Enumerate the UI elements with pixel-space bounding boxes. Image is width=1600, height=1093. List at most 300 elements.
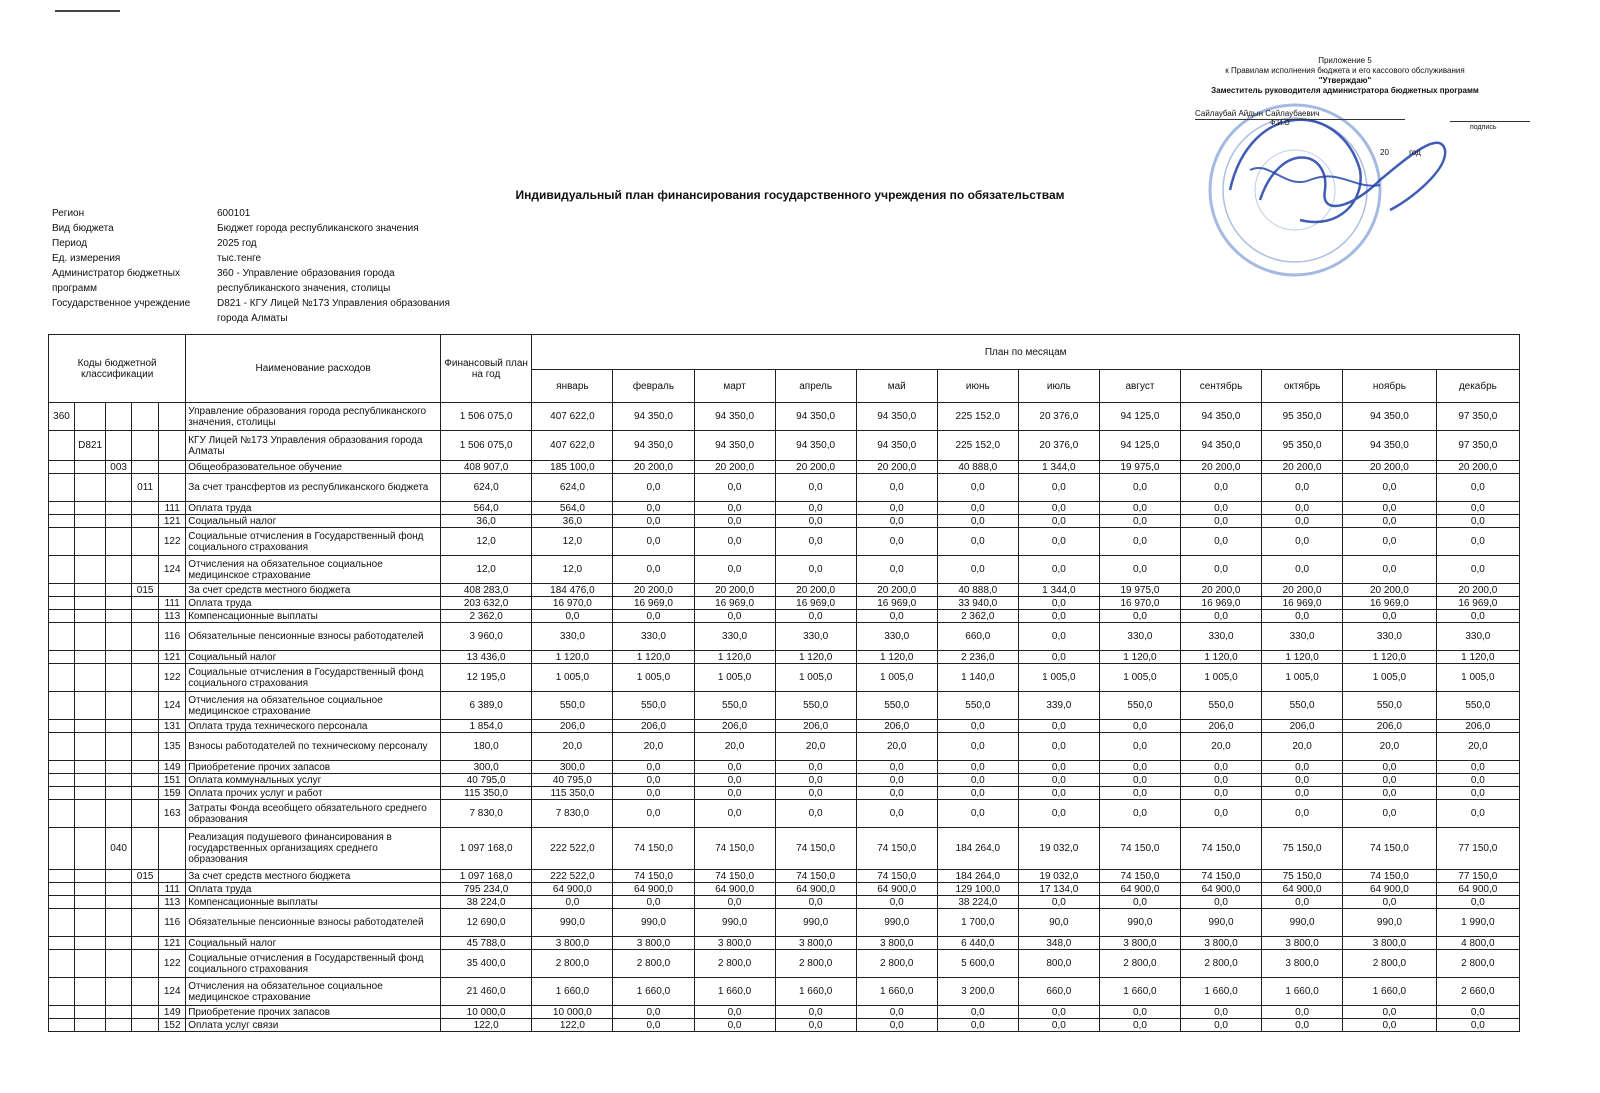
month-value-cell: 0,0 <box>937 774 1018 787</box>
code-cell <box>106 909 132 937</box>
month-value-cell: 94 350,0 <box>1343 431 1437 461</box>
month-value-cell: 74 150,0 <box>613 870 694 883</box>
expense-name: Социальные отчисления в Государственный фонд социального страхования <box>186 950 441 978</box>
code-cell <box>74 403 105 431</box>
code-cell <box>74 664 105 692</box>
month-value-cell: 1 005,0 <box>1018 664 1099 692</box>
month-value-cell: 0,0 <box>1343 1019 1437 1032</box>
month-value-cell: 0,0 <box>1018 787 1099 800</box>
month-value-cell: 0,0 <box>856 515 937 528</box>
month-value-cell: 0,0 <box>1099 1019 1180 1032</box>
month-value-cell: 94 350,0 <box>1180 431 1261 461</box>
code-cell <box>74 584 105 597</box>
month-value-cell: 74 150,0 <box>1343 870 1437 883</box>
code-cell <box>49 461 75 474</box>
month-value-cell: 0,0 <box>1436 896 1519 909</box>
month-value-cell: 12,0 <box>532 556 613 584</box>
code-cell <box>74 896 105 909</box>
code-cell <box>132 461 159 474</box>
code-cell: 121 <box>159 515 186 528</box>
code-cell <box>132 733 159 761</box>
table-row <box>49 692 1520 720</box>
month-value-cell: 0,0 <box>613 896 694 909</box>
month-value-cell: 0,0 <box>856 896 937 909</box>
month-value-cell: 0,0 <box>1436 800 1519 828</box>
month-value-cell: 74 150,0 <box>856 828 937 870</box>
month-value-cell: 74 150,0 <box>856 870 937 883</box>
code-cell <box>49 1006 75 1019</box>
month-value-cell: 564,0 <box>532 502 613 515</box>
month-value-cell: 1 990,0 <box>1436 909 1519 937</box>
month-value-cell: 0,0 <box>856 610 937 623</box>
table-row <box>49 909 1520 937</box>
month-value-cell: 0,0 <box>856 474 937 502</box>
month-value-cell: 0,0 <box>1436 474 1519 502</box>
approve-label: "Утверждаю" <box>1318 76 1372 85</box>
code-cell <box>106 1006 132 1019</box>
month-value-cell: 0,0 <box>1436 1006 1519 1019</box>
expense-name: Социальные отчисления в Государственный фонд социального страхования <box>186 664 441 692</box>
code-cell <box>74 623 105 651</box>
table-row <box>49 528 1520 556</box>
expense-name: Отчисления на обязательное социальное медицинское страхование <box>186 978 441 1006</box>
month-value-cell: 95 350,0 <box>1262 403 1343 431</box>
month-value-cell: 0,0 <box>1099 502 1180 515</box>
month-value-cell: 0,0 <box>1018 774 1099 787</box>
code-cell <box>74 528 105 556</box>
month-value-cell: 0,0 <box>1343 774 1437 787</box>
expense-name: Общеобразовательное обучение <box>186 461 441 474</box>
month-value-cell: 0,0 <box>1018 474 1099 502</box>
meta-row <box>52 266 477 296</box>
code-cell: 015 <box>132 584 159 597</box>
month-value-cell: 0,0 <box>1262 800 1343 828</box>
month-value-cell: 660,0 <box>1018 978 1099 1006</box>
month-value-cell: 20 200,0 <box>613 584 694 597</box>
month-value-cell: 990,0 <box>856 909 937 937</box>
code-cell <box>106 403 132 431</box>
month-value-cell: 0,0 <box>1343 515 1437 528</box>
month-value-cell: 0,0 <box>1099 761 1180 774</box>
code-cell <box>132 720 159 733</box>
code-cell: D821 <box>74 431 105 461</box>
code-cell <box>106 515 132 528</box>
month-value-cell: 330,0 <box>694 623 775 651</box>
code-cell <box>49 651 75 664</box>
month-value-cell: 0,0 <box>856 761 937 774</box>
month-value-cell: 20,0 <box>1262 733 1343 761</box>
month-value-cell: 1 120,0 <box>1343 651 1437 664</box>
code-cell <box>74 761 105 774</box>
month-value-cell: 0,0 <box>694 774 775 787</box>
month-value-cell: 20 200,0 <box>1180 584 1261 597</box>
month-value-cell: 3 800,0 <box>613 937 694 950</box>
code-cell <box>106 502 132 515</box>
month-value-cell: 0,0 <box>694 515 775 528</box>
month-value-cell: 0,0 <box>775 515 856 528</box>
fio-label: Ф.И.О <box>1270 120 1290 127</box>
month-value-cell: 20 200,0 <box>775 584 856 597</box>
month-value-cell: 0,0 <box>937 761 1018 774</box>
month-value-cell: 206,0 <box>694 720 775 733</box>
month-value-cell: 2 800,0 <box>613 950 694 978</box>
code-cell <box>74 597 105 610</box>
month-value-cell: 0,0 <box>1099 774 1180 787</box>
code-cell <box>106 870 132 883</box>
month-value-cell: 0,0 <box>775 474 856 502</box>
code-cell: 116 <box>159 909 186 937</box>
header-name: Наименование расходов <box>186 335 441 403</box>
expense-name: Компенсационные выплаты <box>186 896 441 909</box>
month-value-cell: 0,0 <box>1180 800 1261 828</box>
code-cell <box>74 720 105 733</box>
code-cell <box>74 787 105 800</box>
month-value-cell: 38 224,0 <box>937 896 1018 909</box>
expense-name: Приобретение прочих запасов <box>186 761 441 774</box>
annual-plan-cell: 624,0 <box>440 474 531 502</box>
month-value-cell: 2 800,0 <box>1436 950 1519 978</box>
code-cell <box>49 720 75 733</box>
code-cell <box>106 774 132 787</box>
header-month: ноябрь <box>1343 370 1437 403</box>
month-value-cell: 97 350,0 <box>1436 431 1519 461</box>
month-value-cell: 0,0 <box>613 474 694 502</box>
annual-plan-cell: 408 907,0 <box>440 461 531 474</box>
annual-plan-cell: 6 389,0 <box>440 692 531 720</box>
month-value-cell: 94 350,0 <box>694 431 775 461</box>
month-value-cell: 330,0 <box>1099 623 1180 651</box>
table-row <box>49 623 1520 651</box>
code-cell <box>132 403 159 431</box>
code-cell <box>132 664 159 692</box>
month-value-cell: 20,0 <box>1436 733 1519 761</box>
expense-name: Управление образования города республиканского значения, столицы <box>186 403 441 431</box>
expense-name: За счет трансфертов из республиканского бюджета <box>186 474 441 502</box>
code-cell: 152 <box>159 1019 186 1032</box>
month-value-cell: 0,0 <box>1180 610 1261 623</box>
month-value-cell: 0,0 <box>1436 502 1519 515</box>
code-cell <box>132 896 159 909</box>
month-value-cell: 206,0 <box>1343 720 1437 733</box>
month-value-cell: 16 970,0 <box>1099 597 1180 610</box>
code-cell <box>132 883 159 896</box>
annual-plan-cell: 795 234,0 <box>440 883 531 896</box>
code-cell <box>74 883 105 896</box>
annual-plan-cell: 1 506 075,0 <box>440 403 531 431</box>
month-value-cell: 3 800,0 <box>532 937 613 950</box>
month-value-cell: 330,0 <box>613 623 694 651</box>
month-value-cell: 1 660,0 <box>694 978 775 1006</box>
code-cell <box>106 950 132 978</box>
month-value-cell: 0,0 <box>1436 528 1519 556</box>
expense-name: Оплата труда <box>186 597 441 610</box>
code-cell <box>49 623 75 651</box>
month-value-cell: 74 150,0 <box>1099 870 1180 883</box>
month-value-cell: 1 700,0 <box>937 909 1018 937</box>
meta-key: Государственное учреждение <box>52 298 191 309</box>
code-cell: 122 <box>159 950 186 978</box>
month-value-cell: 225 152,0 <box>937 431 1018 461</box>
code-cell: 124 <box>159 556 186 584</box>
signature-label: подпись <box>1470 124 1497 131</box>
month-value-cell: 0,0 <box>1262 474 1343 502</box>
code-cell <box>74 978 105 1006</box>
code-cell <box>159 474 186 502</box>
month-value-cell: 2 362,0 <box>937 610 1018 623</box>
month-value-cell: 1 005,0 <box>532 664 613 692</box>
code-cell <box>74 774 105 787</box>
month-value-cell: 0,0 <box>856 556 937 584</box>
code-cell <box>106 431 132 461</box>
month-value-cell: 94 125,0 <box>1099 403 1180 431</box>
month-value-cell: 0,0 <box>775 528 856 556</box>
month-value-cell: 20 376,0 <box>1018 431 1099 461</box>
annual-plan-cell: 35 400,0 <box>440 950 531 978</box>
header-month: июнь <box>937 370 1018 403</box>
month-value-cell: 0,0 <box>937 556 1018 584</box>
month-value-cell: 0,0 <box>1343 502 1437 515</box>
month-value-cell: 0,0 <box>613 1019 694 1032</box>
month-value-cell: 0,0 <box>1343 761 1437 774</box>
month-value-cell: 10 000,0 <box>532 1006 613 1019</box>
month-value-cell: 1 005,0 <box>613 664 694 692</box>
month-value-cell: 20 200,0 <box>856 461 937 474</box>
meta-row <box>52 221 477 236</box>
month-value-cell: 17 134,0 <box>1018 883 1099 896</box>
month-value-cell: 20 200,0 <box>1436 461 1519 474</box>
code-cell <box>49 883 75 896</box>
annual-plan-cell: 1 097 168,0 <box>440 828 531 870</box>
month-value-cell: 94 350,0 <box>1343 403 1437 431</box>
month-value-cell: 1 140,0 <box>937 664 1018 692</box>
meta-value: D821 - КГУ Лицей №173 Управления образования города Алматы <box>217 298 450 324</box>
month-value-cell: 0,0 <box>1180 761 1261 774</box>
month-value-cell: 0,0 <box>1180 528 1261 556</box>
month-value-cell: 3 800,0 <box>775 937 856 950</box>
month-value-cell: 1 120,0 <box>856 651 937 664</box>
annual-plan-cell: 12 690,0 <box>440 909 531 937</box>
expense-name: Социальный налог <box>186 515 441 528</box>
code-cell: 124 <box>159 692 186 720</box>
annual-plan-cell: 13 436,0 <box>440 651 531 664</box>
code-cell: 149 <box>159 761 186 774</box>
month-value-cell: 330,0 <box>775 623 856 651</box>
code-cell <box>132 692 159 720</box>
month-value-cell: 1 660,0 <box>856 978 937 1006</box>
month-value-cell: 0,0 <box>1018 597 1099 610</box>
table-row <box>49 431 1520 461</box>
month-value-cell: 74 150,0 <box>694 870 775 883</box>
code-cell <box>106 610 132 623</box>
month-value-cell: 0,0 <box>1180 1006 1261 1019</box>
code-cell: 163 <box>159 800 186 828</box>
code-cell <box>106 800 132 828</box>
approval-block <box>1195 56 1495 96</box>
month-value-cell: 550,0 <box>1180 692 1261 720</box>
code-cell: 121 <box>159 651 186 664</box>
expense-name: Обязательные пенсионные взносы работодателей <box>186 909 441 937</box>
month-value-cell: 0,0 <box>1099 733 1180 761</box>
month-value-cell: 0,0 <box>1018 1006 1099 1019</box>
month-value-cell: 0,0 <box>1099 610 1180 623</box>
month-value-cell: 0,0 <box>1262 774 1343 787</box>
expense-name: За счет средств местного бюджета <box>186 584 441 597</box>
expense-name: Реализация подушевого финансирования в государственных организациях среднего образования <box>186 828 441 870</box>
month-value-cell: 0,0 <box>694 474 775 502</box>
code-cell <box>106 556 132 584</box>
code-cell <box>106 937 132 950</box>
annual-plan-cell: 564,0 <box>440 502 531 515</box>
code-cell <box>49 909 75 937</box>
month-value-cell: 20 200,0 <box>1343 584 1437 597</box>
month-value-cell: 2 660,0 <box>1436 978 1519 1006</box>
month-value-cell: 990,0 <box>694 909 775 937</box>
month-value-cell: 20 200,0 <box>694 461 775 474</box>
month-value-cell: 1 660,0 <box>1343 978 1437 1006</box>
month-value-cell: 2 800,0 <box>775 950 856 978</box>
code-cell <box>74 828 105 870</box>
annual-plan-cell: 1 097 168,0 <box>440 870 531 883</box>
expense-name: Отчисления на обязательное социальное медицинское страхование <box>186 692 441 720</box>
code-cell <box>49 774 75 787</box>
header-month: сентябрь <box>1180 370 1261 403</box>
table-row <box>49 937 1520 950</box>
code-cell <box>106 978 132 1006</box>
code-cell <box>132 597 159 610</box>
month-value-cell: 550,0 <box>1343 692 1437 720</box>
month-value-cell: 0,0 <box>1018 651 1099 664</box>
month-value-cell: 20 200,0 <box>775 461 856 474</box>
header-month: декабрь <box>1436 370 1519 403</box>
meta-row <box>52 206 477 221</box>
annual-plan-cell: 12,0 <box>440 528 531 556</box>
month-value-cell: 990,0 <box>1262 909 1343 937</box>
month-value-cell: 16 970,0 <box>532 597 613 610</box>
month-value-cell: 0,0 <box>613 610 694 623</box>
annual-plan-cell: 1 854,0 <box>440 720 531 733</box>
code-cell <box>159 461 186 474</box>
month-value-cell: 20 200,0 <box>1262 461 1343 474</box>
month-value-cell: 94 350,0 <box>1180 403 1261 431</box>
month-value-cell: 16 969,0 <box>1436 597 1519 610</box>
month-value-cell: 95 350,0 <box>1262 431 1343 461</box>
expense-name: Взносы работодателей по техническому персоналу <box>186 733 441 761</box>
month-value-cell: 300,0 <box>532 761 613 774</box>
month-value-cell: 550,0 <box>1436 692 1519 720</box>
month-value-cell: 0,0 <box>856 502 937 515</box>
month-value-cell: 0,0 <box>1343 787 1437 800</box>
annual-plan-cell: 122,0 <box>440 1019 531 1032</box>
table-row <box>49 828 1520 870</box>
expense-name: Оплата труда <box>186 883 441 896</box>
month-value-cell: 0,0 <box>694 761 775 774</box>
month-value-cell: 1 005,0 <box>1099 664 1180 692</box>
month-value-cell: 0,0 <box>613 556 694 584</box>
financing-plan-table <box>48 334 1520 1032</box>
month-value-cell: 3 800,0 <box>1099 937 1180 950</box>
month-value-cell: 0,0 <box>1018 1019 1099 1032</box>
month-value-cell: 0,0 <box>1343 556 1437 584</box>
month-value-cell: 0,0 <box>1180 502 1261 515</box>
month-value-cell: 0,0 <box>532 896 613 909</box>
month-value-cell: 77 150,0 <box>1436 870 1519 883</box>
month-value-cell: 0,0 <box>1262 515 1343 528</box>
month-value-cell: 0,0 <box>1262 761 1343 774</box>
month-value-cell: 348,0 <box>1018 937 1099 950</box>
month-value-cell: 0,0 <box>1262 556 1343 584</box>
month-value-cell: 0,0 <box>1018 556 1099 584</box>
month-value-cell: 0,0 <box>775 761 856 774</box>
meta-value: 360 - Управление образования города республиканского значения, столицы <box>217 268 395 294</box>
month-value-cell: 1 660,0 <box>775 978 856 1006</box>
month-value-cell: 0,0 <box>856 800 937 828</box>
code-cell <box>106 597 132 610</box>
month-value-cell: 330,0 <box>1180 623 1261 651</box>
month-value-cell: 550,0 <box>613 692 694 720</box>
month-value-cell: 0,0 <box>775 1006 856 1019</box>
month-value-cell: 0,0 <box>613 502 694 515</box>
month-value-cell: 185 100,0 <box>532 461 613 474</box>
annual-plan-cell: 2 362,0 <box>440 610 531 623</box>
month-value-cell: 0,0 <box>694 1019 775 1032</box>
month-value-cell: 3 800,0 <box>1262 937 1343 950</box>
month-value-cell: 0,0 <box>1262 896 1343 909</box>
table-row <box>49 556 1520 584</box>
code-cell <box>74 870 105 883</box>
expense-name: Социальный налог <box>186 651 441 664</box>
month-value-cell: 2 800,0 <box>532 950 613 978</box>
month-value-cell: 0,0 <box>694 556 775 584</box>
month-value-cell: 94 350,0 <box>775 403 856 431</box>
month-value-cell: 0,0 <box>613 1006 694 1019</box>
month-value-cell: 0,0 <box>1180 556 1261 584</box>
month-value-cell: 19 975,0 <box>1099 461 1180 474</box>
month-value-cell: 1 005,0 <box>1180 664 1261 692</box>
annual-plan-cell: 203 632,0 <box>440 597 531 610</box>
month-value-cell: 0,0 <box>937 474 1018 502</box>
month-value-cell: 0,0 <box>1099 896 1180 909</box>
month-value-cell: 0,0 <box>775 787 856 800</box>
month-value-cell: 800,0 <box>1018 950 1099 978</box>
month-value-cell: 0,0 <box>1262 502 1343 515</box>
month-value-cell: 1 005,0 <box>775 664 856 692</box>
month-value-cell: 64 900,0 <box>532 883 613 896</box>
month-value-cell: 3 800,0 <box>1343 937 1437 950</box>
code-cell <box>74 800 105 828</box>
code-cell <box>132 800 159 828</box>
meta-row <box>52 296 477 326</box>
month-value-cell: 122,0 <box>532 1019 613 1032</box>
month-value-cell: 16 969,0 <box>775 597 856 610</box>
month-value-cell: 1 660,0 <box>613 978 694 1006</box>
document-metadata <box>52 206 477 326</box>
month-value-cell: 16 969,0 <box>1343 597 1437 610</box>
code-cell <box>132 651 159 664</box>
month-value-cell: 0,0 <box>1436 556 1519 584</box>
month-value-cell: 2 800,0 <box>694 950 775 978</box>
code-cell <box>106 883 132 896</box>
code-cell <box>132 556 159 584</box>
month-value-cell: 40 888,0 <box>937 461 1018 474</box>
month-value-cell: 1 120,0 <box>1099 651 1180 664</box>
header-codes: Коды бюджетной классификации <box>49 335 186 403</box>
table-row <box>49 1019 1520 1032</box>
expense-name: Затраты Фонда всеобщего обязательного среднего образования <box>186 800 441 828</box>
month-value-cell: 206,0 <box>1436 720 1519 733</box>
month-value-cell: 0,0 <box>1099 1006 1180 1019</box>
month-value-cell: 0,0 <box>1180 1019 1261 1032</box>
code-cell <box>159 431 186 461</box>
